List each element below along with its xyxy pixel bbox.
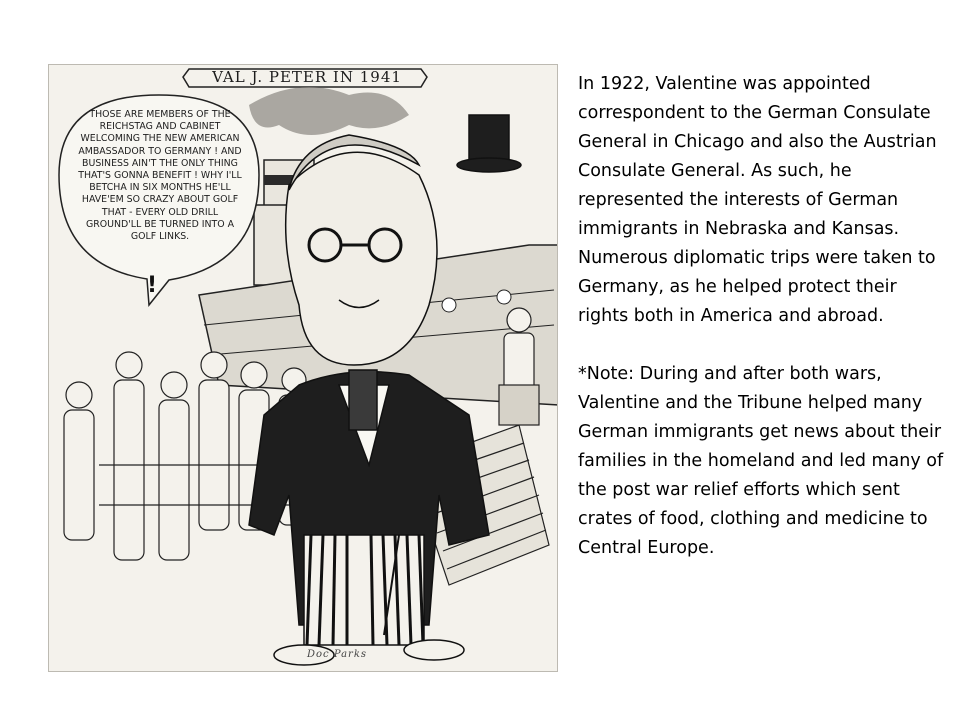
exclamation-mark: ! [147, 273, 158, 298]
artist-signature: Doc Parks [307, 649, 368, 660]
ambassador-head [286, 135, 437, 365]
paragraph-note: *Note: During and after both wars, Valentine and the Tribune helped many German immigrants get news about their families in the homeland and led many of the post war relief efforts which sent crates of food, clothing and medicine to Central Europe. [578, 364, 944, 558]
cartoon-title: VAL J. PETER IN 1941 [212, 68, 402, 86]
paragraph-appointment: In 1922, Valentine was appointed correspondent to the German Consulate General in Chicago and also the Austrian Consulate General. As such, he represented the interests of German immigrants in Nebraska and Kansas. Numerous diplomatic trips were taken to Germany, as he helped protect their rights both in America and abroad. [578, 74, 937, 326]
description-text [578, 70, 950, 563]
ship-smoke [249, 87, 409, 135]
top-hat [457, 115, 521, 172]
editorial-cartoon [48, 64, 558, 672]
speech-bubble-text: THOSE ARE MEMBERS OF THE REICHSTAG AND CABINET WELCOMING THE NEW AMERICAN AMBASSADOR TO GERMANY ! AND BUSINESS AIN'T THE ONLY THING THAT'S GONNA BENEFIT ! WHY I'LL BETCHA IN SIX MONTHS HE'LL HAVE'EM SO CRAZY ABOUT GOLF THAT - EVERY OLD DRILL GROUND'LL BE TURNED INTO A GOLF LINKS. [78, 109, 242, 243]
